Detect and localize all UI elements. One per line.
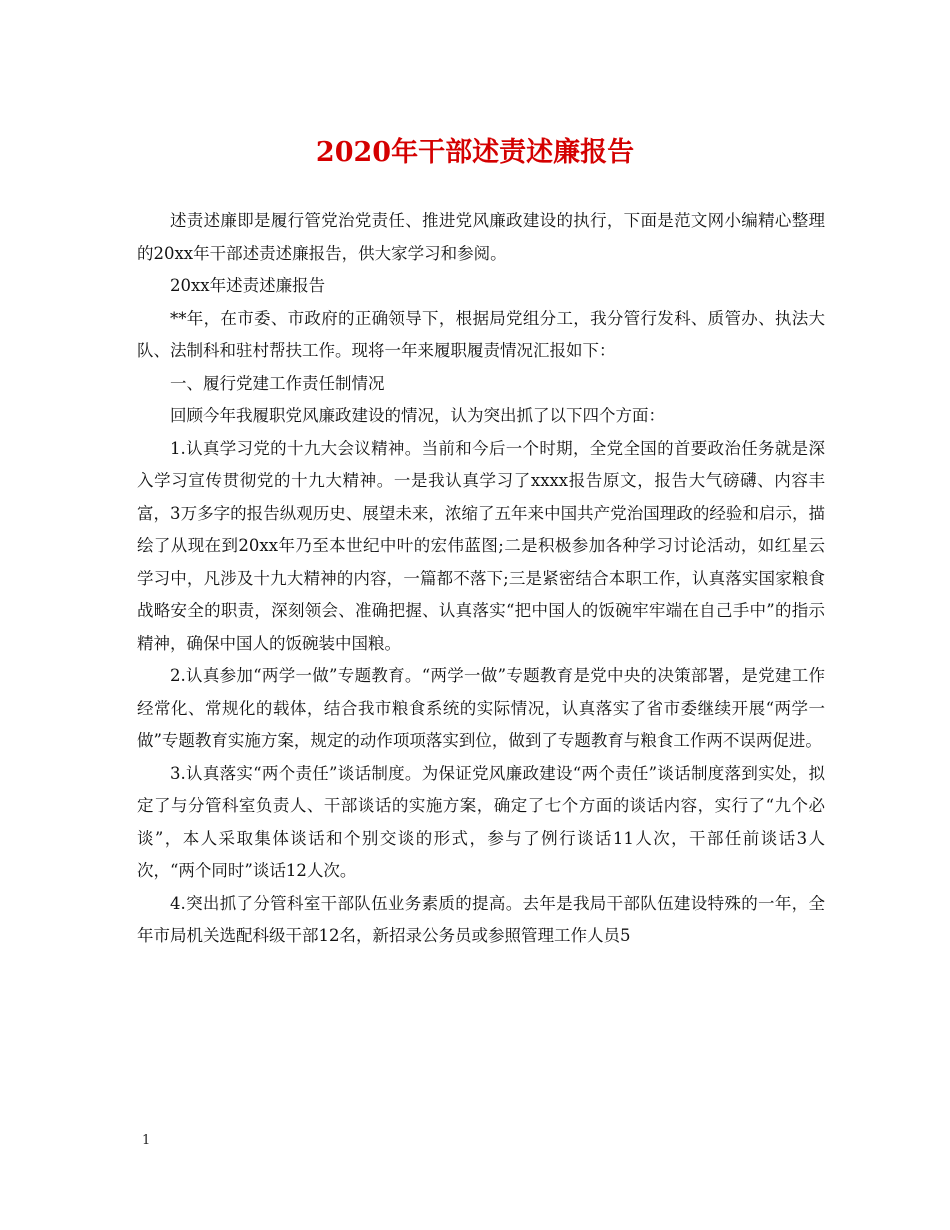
item-4-paragraph: 4.突出抓了分管科室干部队伍业务素质的提高。去年是我局干部队伍建设特殊的一年，全年市局机关选配科级干部12名，新招录公务员或参照管理工作人员5: [137, 893, 825, 945]
item-2-paragraph: 2.认真参加“两学一做”专题教育。“两学一做”专题教育是党中央的决策部署，是党建工作经常化、常规化的载体，结合我市粮食系统的实际情况，认真落实了省市委继续开展“两学一做”专题教育实施方案，规定的动作项项落实到位，做到了专题教育与粮食工作两不误两促进。: [137, 666, 825, 750]
section-heading: 一、履行党建工作责任制情况: [170, 373, 385, 393]
item-3-paragraph: 3.认真落实“两个责任”谈话制度。为保证党风廉政建设“两个责任”谈话制度落到实处，拟定了与分管科室负责人、干部谈话的实施方案，确定了七个方面的谈话内容，实行了“九个必谈”，本人采取集体谈话和个别交谈的形式，参与了例行谈话11人次，干部任前谈话3人次，“两个同时”谈话12人次。: [137, 763, 825, 880]
opening-paragraph: **年，在市委、市政府的正确领导下，根据局党组分工，我分管行发科、质管办、执法大队、法制科和驻村帮扶工作。现将一年来履职履责情况汇报如下：: [137, 308, 825, 360]
intro-paragraph: 述责述廉即是履行管党治党责任、推进党风廉政建设的执行，下面是范文网小编精心整理的20xx年干部述责述廉报告，供大家学习和参阅。: [137, 211, 825, 263]
overview-paragraph: 回顾今年我履职党风廉政建设的情况，认为突出抓了以下四个方面：: [170, 406, 665, 425]
document-title: 2020年干部述责述廉报告: [315, 137, 635, 168]
page-number: 1: [142, 1133, 151, 1148]
item-1-paragraph: 1.认真学习党的十九大会议精神。当前和今后一个时期，全党全国的首要政治任务就是深入学习宣传贯彻党的十九大精神。一是我认真学习了xxxx报告原文，报告大气磅礴、内容丰富，3万多字的报告纵观历史、展望未来，浓缩了五年来中国共产党治国理政的经验和启示，描绘了从现在到20xx年乃至本世纪中叶的宏伟蓝图;二是积极参加各种学习讨论活动，如红星云学习中，凡涉及十九大精神的内容，一篇都不落下;三是紧密结合本职工作，认真落实国家粮食战略安全的职责，深刻领会、准确把握、认真落实“把中国人的饭碗牢牢端在自己手中”的指示精神，确保中国人的饭碗装中国粮。: [137, 438, 825, 653]
document-body: [137, 205, 825, 953]
report-subtitle: 20xx年述责述廉报告: [170, 276, 326, 295]
